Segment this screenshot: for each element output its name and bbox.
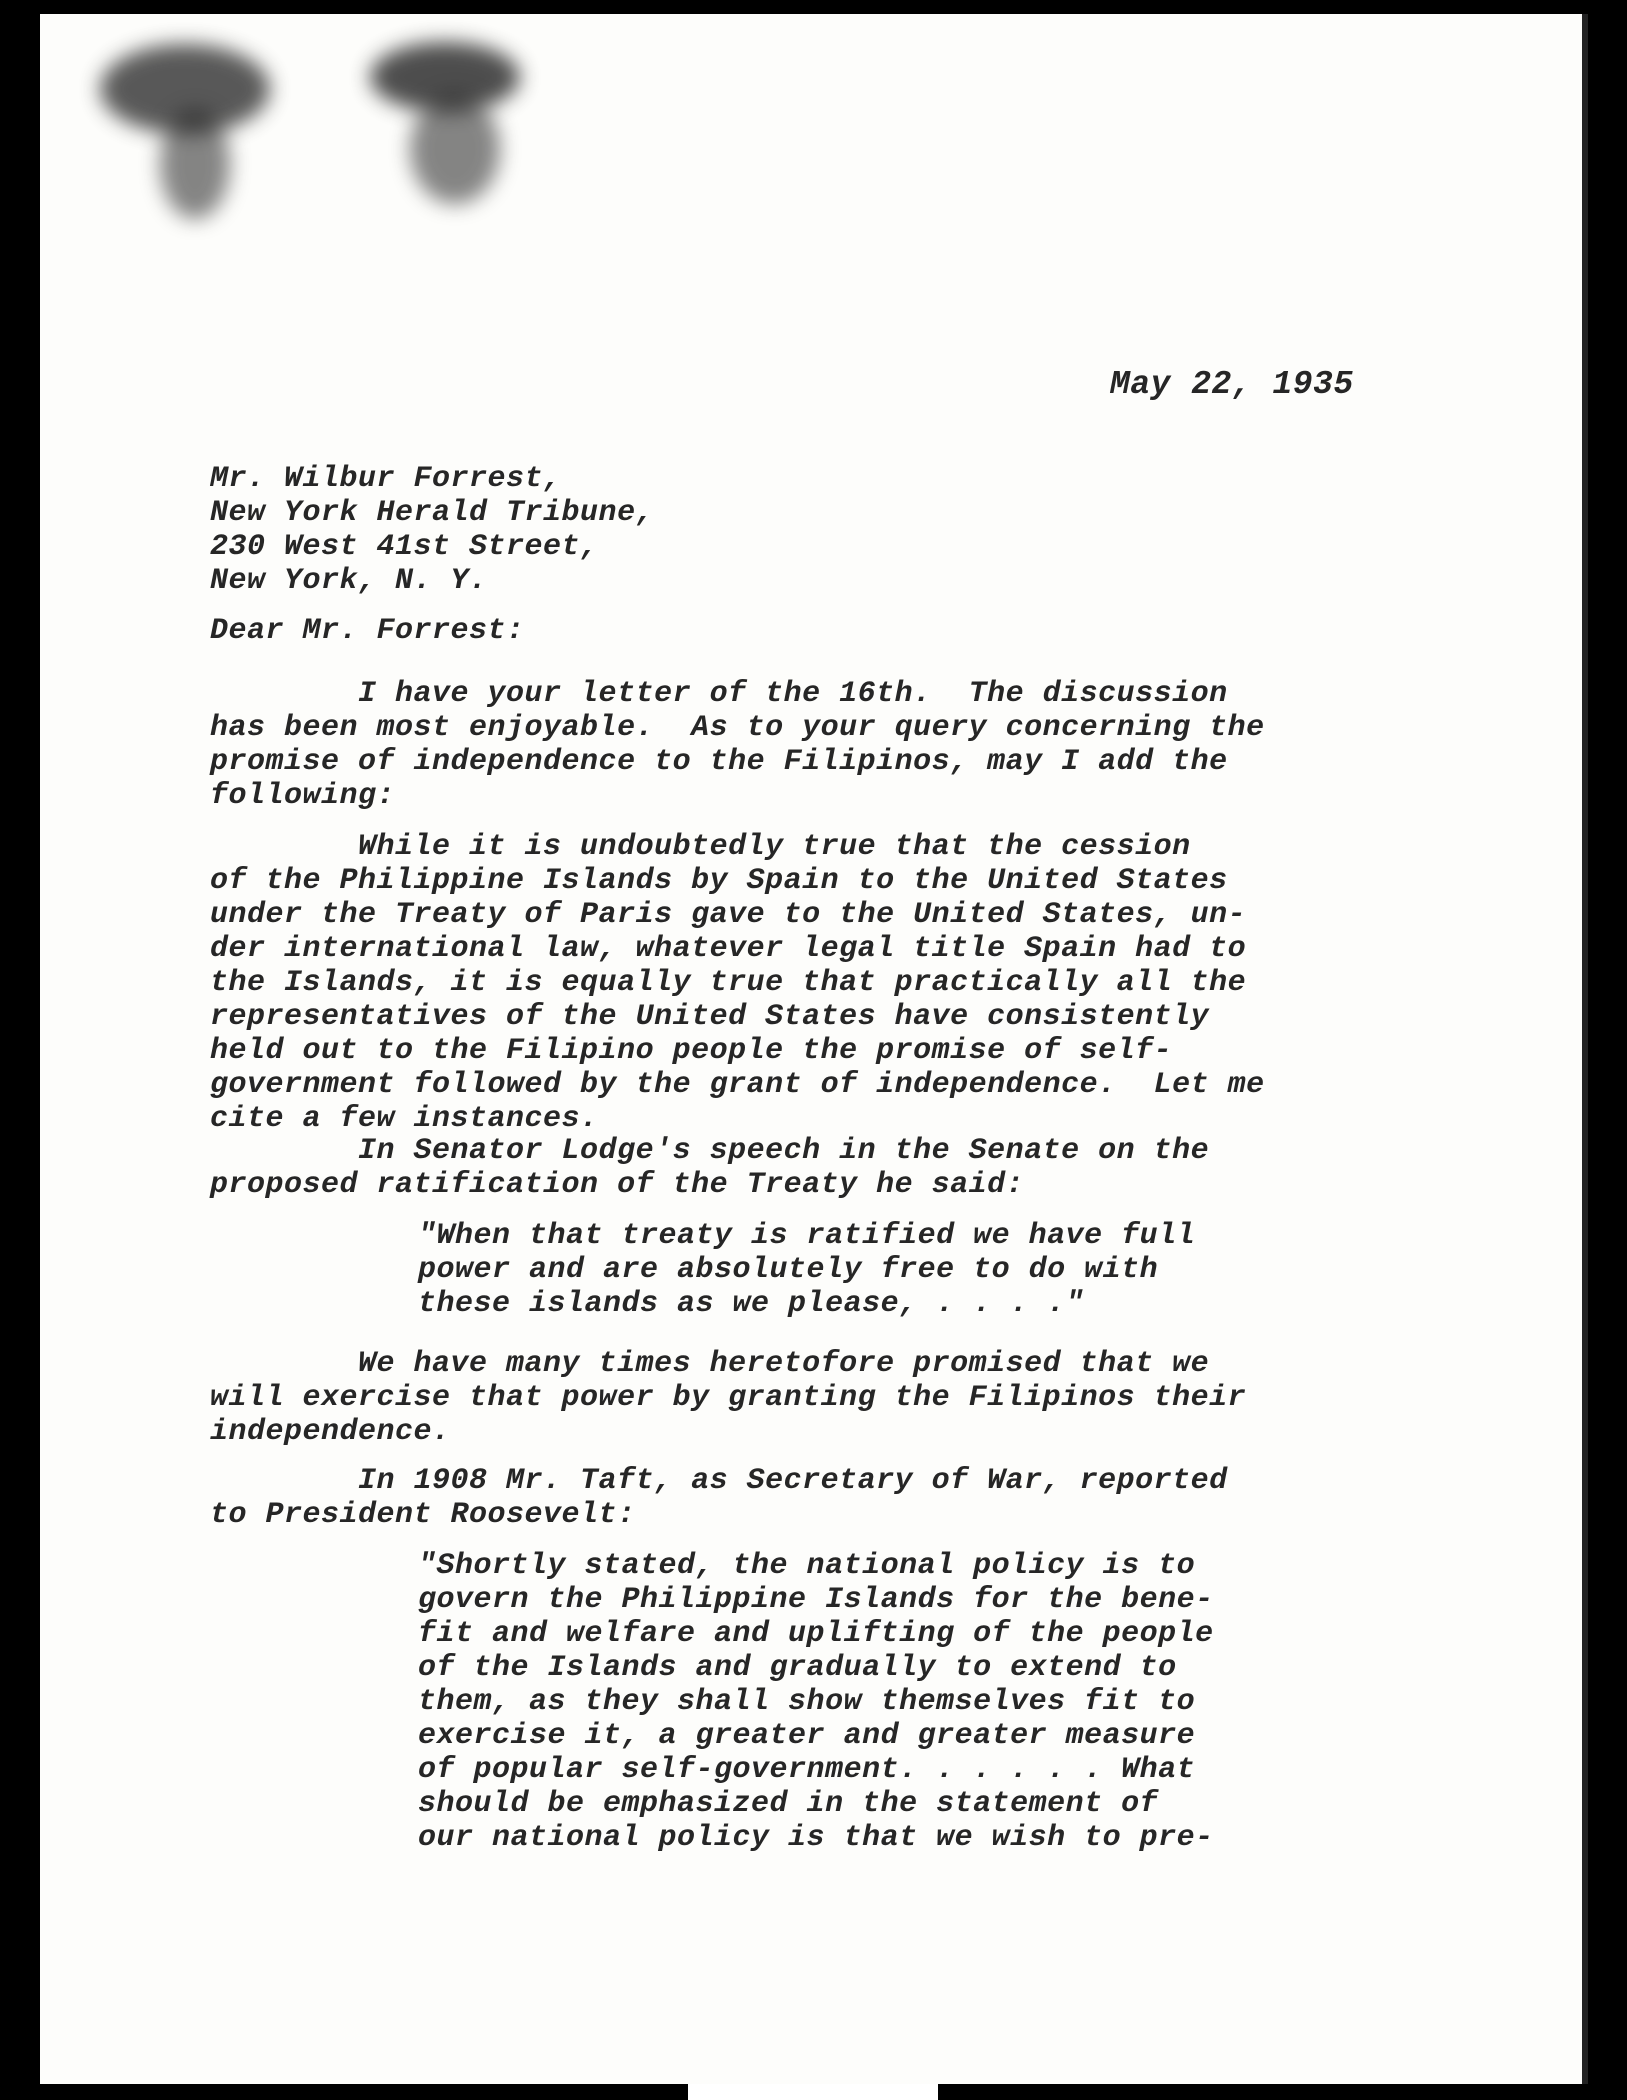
paragraph-intro	[210, 677, 1265, 813]
scan-edge-tab	[688, 2084, 938, 2100]
text-line: has been most enjoyable. As to your query concerning the	[210, 711, 1265, 745]
letter-page	[40, 14, 1588, 2084]
quote-line: them, as they shall show themselves fit to	[418, 1685, 1196, 1719]
address-line: New York, N. Y.	[210, 564, 488, 598]
quote-line: "When that treaty is ratified we have full	[418, 1219, 1196, 1253]
text-line: will exercise that power by granting the Filipinos their	[210, 1381, 1247, 1415]
quote-line: our national policy is that we wish to pre-	[418, 1821, 1214, 1855]
letter-body	[40, 14, 1588, 2084]
paragraph-taft	[210, 1464, 1228, 1532]
text-line: In Senator Lodge's speech in the Senate on the	[210, 1134, 1210, 1168]
address-line: Mr. Wilbur Forrest,	[210, 462, 562, 496]
address-line: 230 West 41st Street,	[210, 530, 599, 564]
text-line: promise of independence to the Filipinos, may I add the	[210, 745, 1228, 779]
text-line: In 1908 Mr. Taft, as Secretary of War, reported	[210, 1464, 1228, 1498]
quote-line: of the Islands and gradually to extend to	[418, 1651, 1177, 1685]
quote-line: of popular self-government. . . . . . What	[418, 1753, 1196, 1787]
text-line: While it is undoubtedly true that the cession	[210, 830, 1191, 864]
text-line: to President Roosevelt:	[210, 1498, 636, 1532]
text-line: following:	[210, 779, 396, 813]
text-line: der international law, whatever legal title Spain had to	[210, 932, 1247, 966]
text-line: held out to the Filipino people the promise of self-	[210, 1034, 1173, 1068]
salutation: Dear Mr. Forrest:	[210, 614, 525, 648]
text-line: We have many times heretofore promised that we	[210, 1347, 1210, 1381]
text-line: government followed by the grant of independence. Let me	[210, 1068, 1265, 1102]
text-line: the Islands, it is equally true that practically all the	[210, 966, 1247, 1000]
text-line: representatives of the United States have consistently	[210, 1000, 1210, 1034]
text-line: independence.	[210, 1415, 451, 1449]
quote-line: should be emphasized in the statement of	[418, 1787, 1159, 1821]
text-line: of the Philippine Islands by Spain to the United States	[210, 864, 1228, 898]
text-line: cite a few instances.	[210, 1102, 599, 1136]
quote-line: govern the Philippine Islands for the bene-	[418, 1583, 1214, 1617]
text-line: under the Treaty of Paris gave to the United States, un-	[210, 898, 1247, 932]
quote-line: "Shortly stated, the national policy is to	[418, 1549, 1196, 1583]
quote-line: fit and welfare and uplifting of the people	[418, 1617, 1214, 1651]
quote-lodge	[418, 1219, 1195, 1321]
quote-taft	[418, 1549, 1214, 1855]
letter-date: May 22, 1935	[1110, 366, 1354, 403]
text-line: I have your letter of the 16th. The discussion	[210, 677, 1228, 711]
paragraph-promise	[210, 1347, 1246, 1449]
address-line: New York Herald Tribune,	[210, 496, 655, 530]
quote-line: exercise it, a greater and greater measure	[418, 1719, 1196, 1753]
text-line: proposed ratification of the Treaty he said:	[210, 1168, 1025, 1202]
recipient-address	[210, 462, 654, 598]
paragraph-lodge	[210, 1134, 1209, 1202]
quote-line: power and are absolutely free to do with	[418, 1253, 1159, 1287]
paragraph-cession	[210, 830, 1265, 1136]
quote-line: these islands as we please, . . . ."	[418, 1287, 1085, 1321]
